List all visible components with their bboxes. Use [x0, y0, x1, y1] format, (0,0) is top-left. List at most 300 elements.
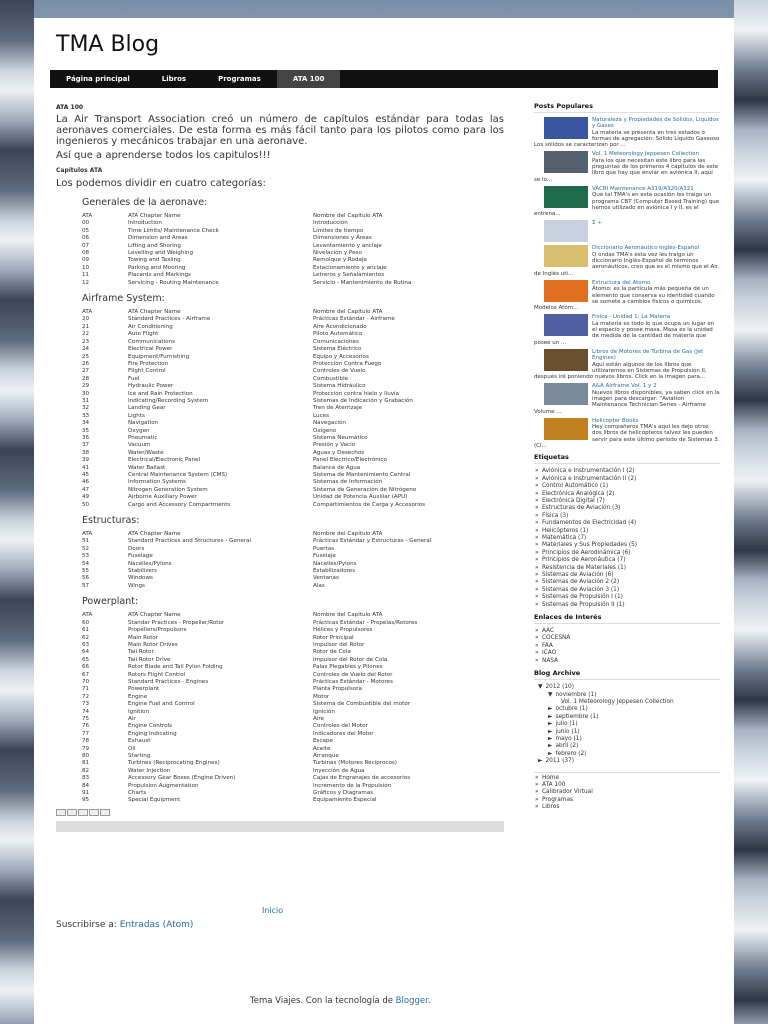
table-row — [82, 657, 482, 664]
table-row — [82, 642, 482, 649]
table-cell: Comunicaciones — [313, 338, 359, 345]
table-row — [82, 265, 482, 272]
section-title: Airframe System: — [82, 293, 165, 305]
archive-link[interactable]: 2012 (10) — [545, 684, 574, 691]
table-cell: Landing Gear — [128, 405, 166, 412]
table-cell: Cajas de Engranajes de accesorios — [313, 775, 411, 782]
interest-link[interactable]: » ICAO — [534, 650, 720, 657]
archive-item[interactable] — [534, 706, 720, 713]
links-list — [534, 628, 720, 665]
table-cell: Enging Indicating — [128, 730, 177, 737]
table-cell: Tren de Aterrizaje — [313, 405, 363, 412]
post-p2: Así que a aprenderse todos los capitulos!!! — [56, 150, 271, 161]
table-cell: Aceite — [313, 745, 331, 752]
table-cell: Windows — [128, 575, 153, 582]
archive-link[interactable]: febrero (2) — [555, 750, 587, 757]
table-cell: Powerplant — [128, 686, 160, 693]
table-cell: Luces — [313, 412, 329, 419]
table-cell: Water Ballast — [128, 464, 166, 471]
popular-post[interactable] — [534, 314, 720, 345]
popular-post[interactable] — [534, 245, 720, 276]
table-cell: Piloto Automático — [313, 331, 363, 338]
archive-item[interactable] — [534, 684, 720, 691]
table-cell: Indicadores del Motor — [313, 730, 374, 737]
label-link[interactable]: » Fundamentos de Electricidad (4) — [534, 520, 720, 527]
post-link[interactable]: A&A Airframe Vol. 1 y 2 — [592, 383, 657, 390]
archive-toggle-icon[interactable]: ▼ — [538, 684, 543, 691]
table-cell: Information Systems — [128, 479, 186, 486]
post-thumbnail[interactable] — [544, 186, 588, 208]
archive-toggle-icon[interactable]: ► — [548, 735, 553, 742]
label-link[interactable]: » Sistemas de Aviación 2 (2) — [534, 579, 720, 586]
archive-title: Blog Archive — [534, 669, 720, 680]
table-cell: Sistema de Mantenimiento Central — [313, 472, 411, 478]
table-cell: 52 — [82, 545, 90, 552]
table-row — [82, 272, 482, 279]
table-row — [82, 487, 482, 494]
table-cell: Indicating/Recording System — [128, 397, 209, 404]
table-cell: Remolque y Rodaje — [313, 257, 367, 264]
table-cell: 55 — [82, 568, 90, 575]
archive-toggle-icon[interactable]: ▼ — [548, 691, 553, 698]
table-cell: 81 — [82, 760, 90, 767]
table-cell: Nombre del Capítulo ATA — [313, 531, 383, 538]
table-cell: Propellers/Propulsors — [128, 627, 187, 634]
archive-toggle-icon[interactable]: ► — [548, 706, 553, 713]
table-cell: Aire — [313, 715, 324, 722]
table-cell: 25 — [82, 353, 90, 360]
table-row — [82, 479, 482, 486]
table-cell: Accessory Gear Boxes (Engine Driven) — [128, 775, 236, 782]
home-link[interactable]: Inicio — [262, 906, 284, 915]
table-row — [82, 391, 482, 398]
archive-item[interactable] — [534, 743, 720, 750]
table-cell: Oxygen — [128, 427, 150, 434]
table-cell: 38 — [82, 449, 90, 456]
post-link[interactable]: VACBI Maintenance A319/A320/A321 — [592, 185, 694, 192]
table-row — [82, 568, 482, 575]
table-cell: 91 — [82, 790, 90, 797]
table-cell: Lights — [128, 412, 145, 419]
table-cell: Communications — [128, 338, 176, 345]
archive-toggle-icon[interactable]: ► — [548, 721, 553, 728]
table-cell: 82 — [82, 767, 90, 774]
table-cell: Standard Practices - Airframe — [128, 316, 211, 323]
popular-post[interactable] — [534, 383, 720, 414]
archive-link[interactable]: junio (1) — [555, 728, 580, 735]
table-cell: Equipamiento Especial — [313, 797, 377, 804]
table-cell: ATA Chapter Name — [128, 531, 181, 538]
table-row — [82, 768, 482, 775]
table-row — [82, 383, 482, 390]
table-cell: 61 — [82, 627, 90, 634]
table-row — [82, 494, 482, 501]
archive-list — [534, 684, 720, 765]
table-cell: 46 — [82, 479, 90, 486]
nav-home[interactable]: Página principal — [66, 75, 130, 83]
post-body — [56, 104, 504, 832]
table-cell: 95 — [82, 797, 90, 804]
table-cell: Sistema de Combustible del motor — [313, 701, 411, 708]
archive-link[interactable]: octubre (1) — [555, 706, 588, 713]
table-cell: Nitrogen Generation System — [128, 486, 208, 493]
table-cell: Central Maintenance System (CMS) — [128, 472, 228, 478]
archive-link[interactable]: 2011 (37) — [545, 758, 574, 765]
table-row — [82, 213, 482, 220]
table-row — [82, 627, 482, 634]
table-cell: Tail Rotor — [128, 649, 154, 656]
nav-libros[interactable]: Libros — [161, 75, 187, 83]
table-cell: Nacelles/Pylons — [128, 560, 172, 567]
table-cell: Air — [128, 715, 136, 722]
label-link[interactable]: » Electrónica Analógica (2) — [534, 491, 720, 498]
table-cell: Propulsion Augmentation — [128, 782, 199, 789]
label-link[interactable]: » Principios de Aeronáutica (7) — [534, 557, 720, 564]
archive-item[interactable] — [534, 714, 720, 721]
table-cell: Combustible — [313, 375, 349, 382]
table-cell: Navigation — [128, 420, 159, 427]
table-cell: Airborne Auxiliary Power — [128, 494, 197, 501]
table-row — [82, 280, 482, 287]
labels-title: Etiquetas — [534, 453, 720, 464]
table-cell: Sistema Hidráulico — [313, 383, 366, 390]
post-thumbnail[interactable] — [544, 151, 588, 173]
interest-link[interactable]: » FAA — [534, 643, 720, 650]
table-cell: 24 — [82, 346, 90, 353]
post-link[interactable]: Vol. 1 Meteorology Jeppesen Collection — [592, 151, 699, 158]
background-left — [0, 0, 34, 1024]
table-row — [82, 760, 482, 767]
table-cell: Navegación — [313, 420, 346, 427]
archive-link[interactable]: julio (1) — [555, 721, 578, 728]
table-row — [82, 354, 482, 361]
post-link[interactable]: Física - Unidad 1: La Materia — [592, 314, 671, 321]
table-cell: Levelling and Weighing — [128, 250, 193, 257]
table-cell: 23 — [82, 338, 90, 345]
table-cell: Letreros y Señalamientos — [313, 272, 385, 279]
blogger-link[interactable]: Blogger — [395, 996, 428, 1006]
table-cell: Prácticas Estándar - Airframe — [313, 316, 395, 323]
twitter-share-icon[interactable] — [78, 809, 88, 816]
table-row — [82, 457, 482, 464]
table-cell: 33 — [82, 412, 90, 419]
label-link[interactable]: » Materiales y Sus Propiedades (5) — [534, 542, 720, 549]
archive-toggle-icon[interactable]: ► — [548, 750, 553, 757]
popular-post[interactable] — [534, 117, 720, 148]
archive-toggle-icon[interactable]: ► — [538, 758, 543, 765]
archive-item[interactable] — [534, 699, 720, 706]
post-snippet: La materia se presenta en tres estados o formas de agregación: Sólido Líquido Gaseoso Los sólidos se caracterizan por ... — [534, 129, 720, 149]
post-link[interactable]: Libros de Motores de Turbina de Gas (Jet Engines) — [592, 348, 704, 362]
table-cell: Engine — [128, 693, 148, 700]
interest-link[interactable]: » AAC — [534, 628, 720, 635]
table-cell: Escape — [313, 738, 333, 745]
table-row — [82, 465, 482, 472]
archive-item[interactable] — [534, 736, 720, 743]
archive-link[interactable]: Vol. 1 Meteorology Jeppesen Collection — [561, 698, 674, 705]
ata-table — [82, 531, 482, 590]
table-row — [82, 797, 482, 804]
page-link[interactable]: » Home — [534, 775, 720, 782]
table-row — [82, 361, 482, 368]
table-cell: Fuselaje — [313, 553, 336, 560]
label-link[interactable]: » Principios de Aerodinámica (6) — [534, 550, 720, 557]
post-thumbnail[interactable] — [544, 383, 588, 405]
table-cell: 80 — [82, 753, 90, 759]
table-row — [82, 250, 482, 257]
table-cell: 83 — [82, 775, 90, 782]
table-cell: 51 — [82, 538, 90, 545]
table-row — [82, 420, 482, 427]
label-link[interactable]: » Control Automático (1) — [534, 483, 720, 490]
archive-item[interactable] — [534, 721, 720, 728]
table-cell: Turbines (Reciprocating Engines) — [128, 760, 220, 767]
footer — [250, 996, 431, 1006]
table-row — [82, 723, 482, 730]
table-row — [82, 502, 482, 509]
archive-link[interactable]: noviembre (1) — [555, 691, 597, 698]
table-row — [82, 790, 482, 797]
popular-post[interactable] — [534, 418, 720, 449]
table-cell: 09 — [82, 257, 90, 264]
table-row — [82, 309, 482, 316]
table-cell: 77 — [82, 730, 90, 737]
table-cell: Sistema de Generación de Nitrógeno — [313, 486, 417, 493]
table-cell: Sistema Neumático — [313, 434, 368, 441]
table-cell: Water/Waste — [128, 449, 164, 456]
table-row — [82, 783, 482, 790]
table-cell: Nombre del Capítulo ATA — [313, 213, 383, 219]
table-cell: Electrical/Electronic Panel — [128, 457, 201, 464]
table-row — [82, 694, 482, 701]
archive-link[interactable]: abril (2) — [555, 743, 579, 750]
table-row — [82, 612, 482, 619]
table-cell: 36 — [82, 434, 90, 441]
table-cell: 29 — [82, 383, 90, 390]
table-cell: Presión y Vacío — [313, 442, 356, 449]
table-cell: Ventanas — [313, 575, 339, 582]
table-cell: 06 — [82, 235, 90, 242]
table-cell: Water Injection — [128, 767, 171, 774]
post-link[interactable]: Diccionario Aeronáutico Inglés-Español — [592, 245, 700, 252]
pinterest-share-icon[interactable] — [100, 809, 110, 816]
section-title: Generales de la aeronave: — [82, 197, 208, 208]
table-cell: Main Rotor — [128, 634, 159, 641]
table-cell: Cargo and Accessory Compartments — [128, 501, 231, 508]
facebook-share-icon[interactable] — [89, 809, 99, 816]
archive-item[interactable] — [534, 729, 720, 736]
page-link[interactable]: » Programas — [534, 797, 720, 804]
table-cell: Parking and Mooring — [128, 264, 186, 271]
table-row — [82, 243, 482, 250]
table-cell: 53 — [82, 553, 90, 560]
table-row — [82, 664, 482, 671]
post-link[interactable]: Σ ÷ — [592, 220, 602, 227]
table-cell: Arranque — [313, 753, 339, 759]
table-cell: 50 — [82, 501, 90, 508]
table-cell: Panel Eléctrico/Electrónico — [313, 457, 387, 464]
ata-table — [82, 213, 482, 287]
table-cell: 47 — [82, 486, 90, 493]
table-cell: Oil — [128, 745, 136, 752]
table-cell: Starting — [128, 753, 151, 759]
post-snippet: Aquí están algunos de los libros que utilizaremos en Sistemas de Propulsión II, después iré poniendo nuevos libros. Click en la imagen para... — [534, 361, 707, 381]
post-thumbnail[interactable] — [544, 245, 588, 267]
interest-link[interactable]: » NASA — [534, 658, 720, 665]
table-cell: ATA Chapter Name — [128, 309, 181, 316]
archive-toggle-icon[interactable]: ► — [548, 728, 553, 735]
label-link[interactable]: » Matemática (7) — [534, 535, 720, 542]
table-cell: Controles de Vuelo — [313, 368, 366, 375]
table-cell: Controles de Vuelo del Rotor — [313, 671, 393, 678]
post-link[interactable]: Naturaleza y Propiedades de Sólidos, Líquidos y Gases — [592, 117, 719, 130]
table-row — [82, 538, 482, 545]
label-link[interactable]: » Sistemas de Aviación (6) — [534, 572, 720, 579]
post-snippet: Para los que necesitan este libro para las preguntas de los primeros 4 capítulos de este libro que hay que enviar en aviónica II, aquí se lo... — [534, 157, 719, 183]
post-thumbnail[interactable] — [544, 418, 588, 440]
archive-toggle-icon[interactable]: ► — [548, 713, 553, 720]
table-row — [82, 561, 482, 568]
popular-post[interactable] — [534, 151, 720, 182]
table-cell: Aguas y Desechos — [313, 449, 365, 456]
blog-title[interactable]: TMA Blog — [56, 32, 160, 57]
table-cell: Ignition — [128, 708, 150, 715]
subscribe — [56, 920, 193, 930]
page-link[interactable]: » Calibrador Virtual — [534, 789, 720, 796]
table-row — [82, 316, 482, 323]
share-buttons — [56, 809, 504, 817]
table-cell: 64 — [82, 649, 90, 656]
table-cell: 39 — [82, 457, 90, 464]
table-cell: 28 — [82, 375, 90, 382]
post-thumbnail[interactable] — [544, 280, 588, 302]
page-link[interactable]: » Libros — [534, 804, 720, 811]
table-cell: 67 — [82, 671, 90, 678]
table-row — [82, 435, 482, 442]
popular-post[interactable] — [534, 220, 720, 242]
table-cell: 62 — [82, 634, 90, 641]
table-row — [82, 450, 482, 457]
archive-link[interactable]: mayo (1) — [555, 735, 582, 742]
table-cell: Palas Plegables y Pilones — [313, 664, 383, 671]
table-cell: 45 — [82, 472, 90, 478]
table-cell: 26 — [82, 360, 90, 367]
post-thumbnail[interactable] — [544, 349, 588, 371]
table-cell: 74 — [82, 708, 90, 715]
table-cell: 34 — [82, 420, 90, 427]
label-link[interactable]: » Sistemas de Propulsión I (1) — [534, 594, 720, 601]
archive-toggle-icon[interactable]: ► — [548, 743, 553, 750]
table-cell: Controles del Motor — [313, 723, 368, 730]
popular-post[interactable] — [534, 186, 720, 217]
table-cell: 56 — [82, 575, 90, 582]
archive-link[interactable]: septiembre (1) — [555, 713, 599, 720]
label-link[interactable]: » Aviónica e Instrumentación I (2) — [534, 468, 720, 475]
table-cell: Unidad de Potencia Auxiliar (APU) — [313, 494, 408, 501]
table-cell: Introduction — [128, 220, 162, 227]
table-row — [82, 679, 482, 686]
interest-link[interactable]: » COCESNA — [534, 635, 720, 642]
label-link[interactable]: » Resistencia de Materiales (1) — [534, 565, 720, 572]
table-cell: 21 — [82, 323, 90, 330]
table-cell: Alas — [313, 582, 325, 589]
table-cell: Standar Practices - Propeller/Rotor — [128, 619, 225, 626]
table-cell: 07 — [82, 242, 90, 249]
post-thumbnail[interactable] — [544, 117, 588, 139]
table-row — [82, 324, 482, 331]
table-row — [82, 405, 482, 412]
table-cell: 84 — [82, 782, 90, 789]
table-cell: Prácticas Estándar - Propelas/Rotores — [313, 619, 418, 626]
post-thumbnail[interactable] — [544, 314, 588, 336]
archive-item[interactable] — [534, 692, 720, 699]
table-row — [82, 620, 482, 627]
table-cell: 72 — [82, 693, 90, 700]
label-link[interactable]: » Sistemas de Aviación 3 (1) — [534, 587, 720, 594]
table-cell: 63 — [82, 641, 90, 648]
table-cell: Ice and Rain Protection — [128, 390, 193, 397]
post-snippet: Q ondas TMA's esta vez les traigo un diccionario Inglés-Español de términos aeronáuticos, creo que es el mismo que el Air. de Inglés uti... — [534, 251, 720, 277]
table-cell: Fuel — [128, 375, 140, 382]
table-cell: 22 — [82, 331, 90, 338]
footer-text: Tema Viajes. Con la tecnología de — [250, 996, 396, 1006]
chapters-heading: Capítulos ATA — [56, 167, 103, 174]
table-cell: Nombre del Capítulo ATA — [313, 309, 383, 316]
table-cell: Flight Control — [128, 368, 166, 375]
email-share-icon[interactable] — [56, 809, 66, 816]
label-link[interactable]: » Sistemas de Propulsión II (1) — [534, 602, 720, 609]
subscribe-label: Suscribirse a: — [56, 920, 117, 930]
table-cell: 30 — [82, 390, 90, 397]
archive-item[interactable] — [534, 751, 720, 758]
table-cell: Balance de Agua — [313, 464, 361, 471]
label-link[interactable]: » Helicópteros (1) — [534, 528, 720, 535]
page-link[interactable]: » ATA 100 — [534, 782, 720, 789]
table-cell: Levantamiento y anclaje — [313, 242, 382, 249]
label-link[interactable]: » Estructuras de Aviación (3) — [534, 505, 720, 512]
table-cell: 32 — [82, 405, 90, 412]
post-thumbnail[interactable] — [544, 220, 588, 242]
table-row — [82, 649, 482, 656]
table-cell: Electrical Power — [128, 346, 173, 353]
label-link[interactable]: » Aviónica e Instrumentación II (2) — [534, 476, 720, 483]
table-cell: 41 — [82, 464, 90, 471]
table-cell: Fire Protection — [128, 360, 169, 367]
table-row — [82, 709, 482, 716]
table-row — [82, 546, 482, 553]
archive-item[interactable] — [534, 758, 720, 765]
table-cell: Motor — [313, 693, 330, 700]
table-cell: Sistema Eléctrico — [313, 346, 362, 353]
nav-programas[interactable]: Programas — [218, 75, 261, 83]
popular-post[interactable] — [534, 349, 720, 380]
post-link[interactable]: Helicopter Books — [592, 417, 639, 424]
label-link[interactable]: » Electrónica Digital (7) — [534, 498, 720, 505]
nav-ata100[interactable]: ATA 100 — [277, 70, 341, 88]
table-cell: 08 — [82, 250, 90, 257]
table-cell: Prácticas Estándar - Motores — [313, 678, 393, 685]
table-cell: Towing and Taxiing — [128, 257, 181, 264]
atom-link[interactable]: Entradas (Atom) — [119, 920, 194, 930]
post-link[interactable]: Estructura del Átomo — [592, 279, 651, 286]
blog-share-icon[interactable] — [67, 809, 77, 816]
table-cell: 49 — [82, 494, 90, 501]
table-cell: Rotor Blade and Tail Pylon Folding — [128, 664, 223, 671]
table-cell: Límites de tiempo — [313, 227, 364, 234]
table-cell: ATA Chapter Name — [128, 213, 181, 219]
popular-post[interactable] — [534, 280, 720, 311]
label-link[interactable]: » Física (3) — [534, 513, 720, 520]
